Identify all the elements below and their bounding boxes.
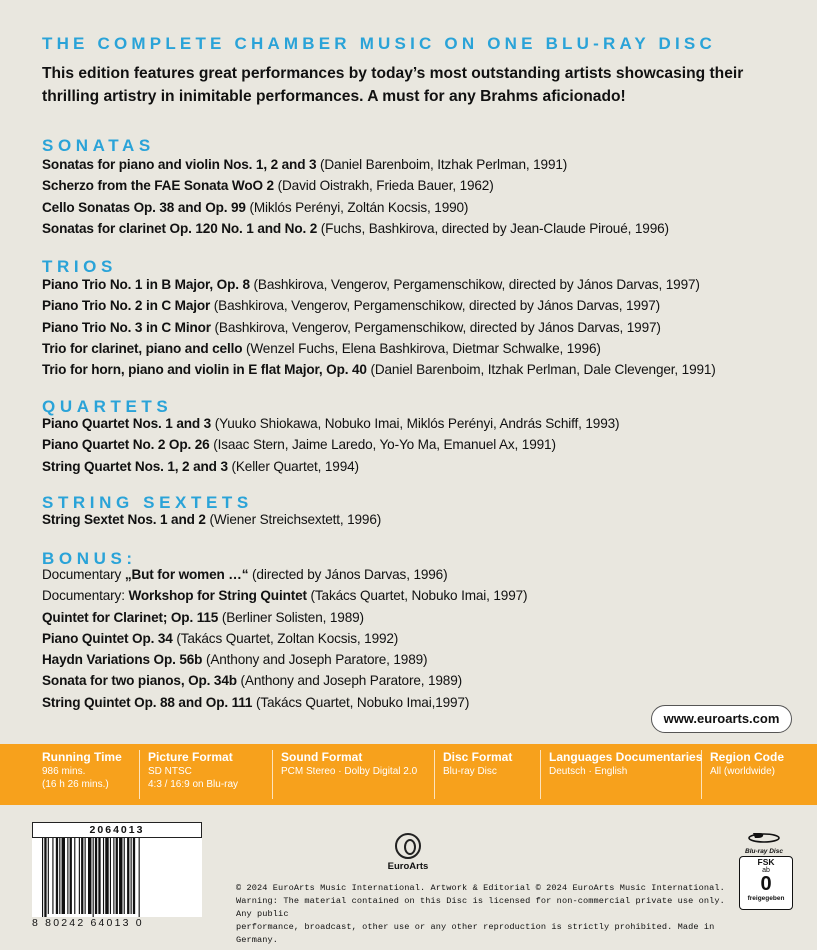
work-details: (Takács Quartet, Nobuko Imai,1997) bbox=[252, 694, 470, 710]
section-list bbox=[42, 154, 802, 239]
legal-text bbox=[236, 882, 726, 947]
info-value: 986 mins. bbox=[42, 766, 86, 777]
info-column bbox=[701, 750, 784, 799]
work-details: (Miklós Perényi, Zoltán Kocsis, 1990) bbox=[245, 199, 469, 215]
list-item bbox=[42, 154, 802, 175]
barcode-bar bbox=[110, 838, 111, 914]
info-column bbox=[139, 750, 238, 799]
barcode-bars bbox=[32, 838, 202, 920]
work-title: Sonata for two pianos, Op. 34b bbox=[42, 673, 237, 689]
bluray-text: Blu-ray Disc bbox=[745, 848, 783, 855]
list-item bbox=[42, 175, 802, 196]
fsk-age: 0 bbox=[760, 873, 772, 895]
work-title: Piano Trio No. 3 in C Minor bbox=[42, 319, 211, 335]
barcode-bar bbox=[85, 838, 86, 914]
work-title: Piano Quartet Nos. 1 and 3 bbox=[42, 416, 212, 431]
list-item bbox=[42, 456, 802, 477]
barcode-bar bbox=[131, 838, 132, 914]
section-list bbox=[42, 274, 802, 380]
barcode-bar bbox=[95, 838, 97, 914]
barcode bbox=[32, 822, 202, 930]
list-item bbox=[42, 670, 802, 691]
work-details: (Bashkirova, Vengerov, Pergamenschikow, directed by János Darvas, 1997) bbox=[210, 298, 661, 314]
bluray-disc-icon bbox=[747, 831, 781, 843]
section-list bbox=[42, 509, 802, 530]
barcode-bar bbox=[105, 838, 108, 914]
work-details: (Berliner Solisten, 1989) bbox=[218, 609, 364, 625]
barcode-bar bbox=[52, 838, 53, 914]
info-value: 4:3 / 16:9 on Blu-ray bbox=[148, 779, 239, 790]
work-title: Sonatas for piano and violin Nos. 1, 2 and 3 bbox=[42, 157, 317, 172]
info-label: Languages Documentaries bbox=[549, 750, 703, 764]
info-column bbox=[540, 750, 702, 799]
fsk-freigegeben: freigegeben bbox=[747, 895, 785, 902]
info-value: SD NTSC bbox=[148, 766, 192, 777]
list-item bbox=[42, 413, 802, 434]
work-details: (Keller Quartet, 1994) bbox=[227, 458, 359, 474]
barcode-bar bbox=[81, 838, 83, 914]
euroarts-logo-text: EuroArts bbox=[387, 861, 429, 872]
info-column bbox=[272, 750, 417, 799]
work-details: (Anthony and Joseph Paratore, 1989) bbox=[236, 673, 462, 689]
list-item bbox=[42, 564, 802, 585]
barcode-bar bbox=[67, 838, 68, 914]
item-prefix: Documentary bbox=[42, 567, 125, 582]
list-item bbox=[42, 218, 802, 239]
barcode-bar bbox=[93, 838, 94, 920]
legal-line: © 2024 EuroArts Music International. Artwork & Editorial © 2024 EuroArts Music International. bbox=[236, 883, 725, 893]
work-title: Piano Trio No. 1 in B Major, Op. 8 bbox=[42, 277, 250, 292]
list-item bbox=[42, 274, 802, 295]
barcode-bar bbox=[56, 838, 58, 914]
section-title: BONUS: bbox=[42, 549, 137, 568]
work-details: (Takács Quartet, Nobuko Imai, 1997) bbox=[306, 588, 528, 604]
work-title: Piano Quartet No. 2 Op. 26 bbox=[42, 437, 210, 453]
list-item bbox=[42, 434, 802, 455]
barcode-bar bbox=[133, 838, 135, 914]
list-item bbox=[42, 317, 802, 338]
work-title: Workshop for String Quintet bbox=[128, 588, 307, 604]
legal-line: performance, broadcast, other use or any other reproduction is strictly prohibited. Made in Germany. bbox=[236, 922, 715, 945]
barcode-bar bbox=[62, 838, 65, 914]
work-details: (Wiener Streichsextett, 1996) bbox=[205, 512, 382, 527]
work-details: (Bashkirova, Vengerov, Pergamenschikow, directed by János Darvas, 1997) bbox=[249, 277, 700, 292]
work-title: String Sextet Nos. 1 and 2 bbox=[42, 512, 206, 527]
info-value: PCM Stereo · Dolby Digital 2.0 bbox=[281, 766, 418, 777]
barcode-digits: 8 80242 64013 0 bbox=[32, 917, 202, 929]
work-details: (Daniel Barenboim, Itzhak Perlman, Dale Clevenger, 1991) bbox=[366, 362, 716, 378]
barcode-bar bbox=[116, 838, 118, 914]
work-title: Trio for horn, piano and violin in E flat Major, Op. 40 bbox=[42, 362, 367, 378]
fsk-label: FSK bbox=[757, 857, 775, 867]
info-label: Sound Format bbox=[281, 750, 363, 764]
work-details: (Bashkirova, Vengerov, Pergamenschikow, directed by János Darvas, 1997) bbox=[210, 319, 661, 335]
section-list bbox=[42, 564, 802, 713]
bluray-logo bbox=[742, 830, 786, 855]
list-item bbox=[42, 607, 802, 628]
work-title: Piano Trio No. 2 in C Major bbox=[42, 298, 211, 314]
headline: THE COMPLETE CHAMBER MUSIC ON ONE BLU-RAY DISC bbox=[42, 34, 716, 53]
barcode-bar bbox=[74, 838, 75, 914]
work-details: (Wenzel Fuchs, Elena Bashkirova, Dietmar Schwalke, 1996) bbox=[242, 340, 601, 356]
barcode-bar bbox=[119, 838, 122, 914]
info-label: Region Code bbox=[710, 750, 784, 764]
barcode-bar bbox=[48, 838, 49, 914]
item-prefix: Documentary: bbox=[42, 588, 129, 604]
list-item bbox=[42, 359, 802, 380]
list-item bbox=[42, 338, 802, 359]
work-details: (David Oistrakh, Frieda Bauer, 1962) bbox=[273, 178, 494, 194]
work-details: (Daniel Barenboim, Itzhak Perlman, 1991) bbox=[316, 157, 568, 172]
info-value: All (worldwide) bbox=[710, 766, 776, 777]
info-value: Blu-ray Disc bbox=[443, 766, 497, 777]
section-title: SONATAS bbox=[42, 136, 155, 155]
barcode-bar bbox=[44, 838, 46, 920]
website-link[interactable]: www.euroarts.com bbox=[651, 705, 792, 733]
legal-line: Warning: The material contained on this Disc is licensed for non-commercial private use only. Any public bbox=[236, 896, 725, 919]
barcode-bar bbox=[79, 838, 80, 914]
work-details: (Isaac Stern, Jaime Laredo, Yo-Yo Ma, Emanuel Ax, 1991) bbox=[209, 437, 556, 453]
barcode-bar bbox=[127, 838, 129, 914]
info-column bbox=[434, 750, 512, 799]
work-title: Piano Quintet Op. 34 bbox=[42, 630, 173, 646]
barcode-bar bbox=[98, 838, 100, 914]
list-item bbox=[42, 509, 802, 530]
work-title: Trio for clarinet, piano and cello bbox=[42, 340, 243, 356]
barcode-bar bbox=[42, 838, 43, 920]
info-label: Picture Format bbox=[148, 750, 233, 764]
barcode-bar bbox=[124, 838, 125, 914]
work-details: (directed by János Darvas, 1996) bbox=[248, 567, 448, 582]
list-item bbox=[42, 197, 802, 218]
work-title: String Quartet Nos. 1, 2 and 3 bbox=[42, 458, 228, 474]
work-details: (Yuuko Shiokawa, Nobuko Imai, Miklós Perényi, András Schiff, 1993) bbox=[211, 416, 620, 431]
list-item bbox=[42, 295, 802, 316]
info-label: Running Time bbox=[42, 750, 122, 764]
info-value: (16 h 26 mins.) bbox=[42, 779, 109, 790]
list-item bbox=[42, 628, 802, 649]
info-label: Disc Format bbox=[443, 750, 513, 764]
work-details: (Anthony and Joseph Paratore, 1989) bbox=[202, 652, 428, 668]
section-title: QUARTETS bbox=[42, 397, 173, 416]
section-title: TRIOS bbox=[42, 257, 117, 276]
euroarts-logo-icon bbox=[395, 833, 421, 859]
work-title: Sonatas for clarinet Op. 120 No. 1 and No. 2 bbox=[42, 220, 318, 236]
catalog-number: 2064013 bbox=[32, 822, 202, 838]
euroarts-logo bbox=[378, 833, 438, 883]
work-title: Cello Sonatas Op. 38 and Op. 99 bbox=[42, 199, 246, 215]
intro-text: This edition features great performances by today’s most outstanding artists showcasing their thrilling artistry in inimitable performances. A must for any Brahms aficionado! bbox=[42, 65, 744, 105]
list-item bbox=[42, 649, 802, 670]
work-title: String Quintet Op. 88 and Op. 111 bbox=[42, 694, 253, 710]
barcode-bar bbox=[103, 838, 104, 914]
work-title: „But for women …“ bbox=[124, 567, 249, 582]
section-title: STRING SEXTETS bbox=[42, 493, 253, 512]
info-bar bbox=[0, 744, 817, 805]
work-title: Scherzo from the FAE Sonata WoO 2 bbox=[42, 178, 274, 194]
list-item bbox=[42, 585, 802, 606]
barcode-bar bbox=[139, 838, 140, 920]
info-value: Deutsch · English bbox=[549, 766, 628, 777]
fsk-ab: ab bbox=[762, 867, 770, 874]
work-details: (Fuchs, Bashkirova, directed by Jean-Claude Piroué, 1996) bbox=[317, 220, 669, 236]
barcode-bar bbox=[113, 838, 114, 914]
work-title: Quintet for Clarinet; Op. 115 bbox=[42, 609, 219, 625]
barcode-bar bbox=[59, 838, 60, 914]
section-list bbox=[42, 413, 802, 477]
fsk-rating-badge bbox=[739, 856, 793, 910]
barcode-bar bbox=[70, 838, 72, 914]
work-details: (Takács Quartet, Zoltan Kocsis, 1992) bbox=[172, 630, 399, 646]
work-title: Haydn Variations Op. 56b bbox=[42, 652, 203, 668]
barcode-bar bbox=[88, 838, 91, 914]
info-column bbox=[42, 750, 122, 799]
